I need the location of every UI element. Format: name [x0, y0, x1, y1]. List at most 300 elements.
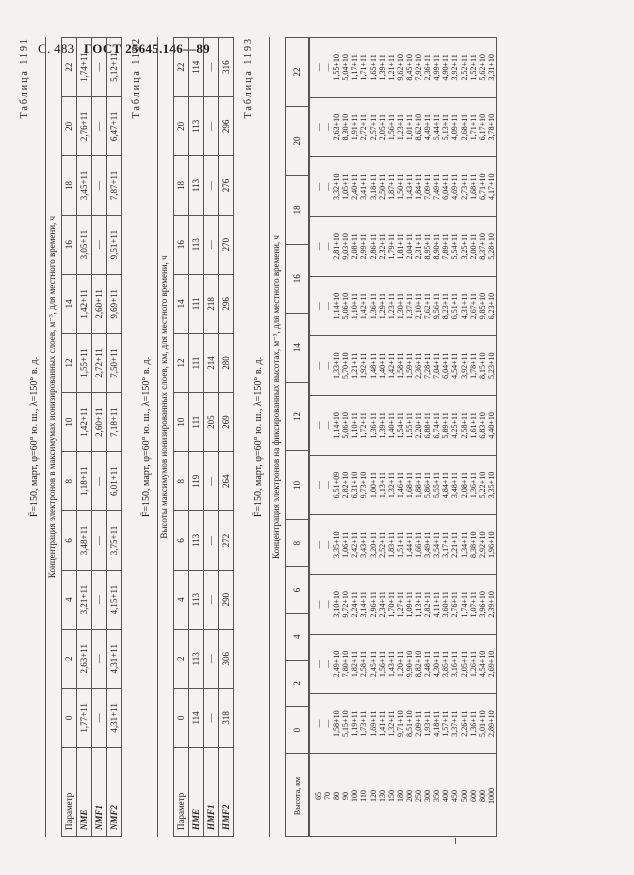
- cell: 1,77+11: [77, 688, 92, 747]
- cell: 113: [189, 629, 204, 688]
- cell: 296: [219, 274, 234, 333]
- cell: 113: [189, 570, 204, 629]
- cell: 2,20+11: [414, 412, 424, 439]
- cell: 114: [189, 688, 204, 747]
- cell: 2,89+10: [486, 710, 496, 737]
- cell: 6,51+11: [450, 292, 460, 320]
- cell: 2,58+11: [359, 650, 369, 678]
- hour-header: 8: [62, 452, 77, 511]
- cell: 1,27+11: [395, 591, 405, 618]
- cell: 1,36+11: [468, 710, 478, 737]
- cell: 3,85+11: [441, 650, 451, 678]
- table-row: [107, 38, 122, 837]
- cell: 9,56+11: [432, 292, 442, 320]
- cell: 2,31+11: [414, 233, 424, 260]
- cell: 1,42+11: [77, 393, 92, 452]
- cell: 1,10+11: [350, 292, 360, 320]
- height-value: 100: [350, 790, 360, 802]
- cell: —: [323, 481, 333, 490]
- cell: 1,87+11: [386, 173, 396, 200]
- cell: —: [204, 97, 219, 156]
- cell: 264: [219, 452, 234, 511]
- cell: 1,96+10: [486, 531, 496, 558]
- cell: 4,31+11: [107, 688, 122, 747]
- cell: 8,15+10: [477, 352, 487, 379]
- cell: 3,41+11: [359, 173, 369, 200]
- cell: 280: [219, 333, 234, 392]
- cell: 270: [219, 215, 234, 274]
- cell: 4,15+11: [107, 570, 122, 629]
- cell: 7,87+11: [107, 156, 122, 215]
- table-1192-caption: Высоты максимумов ионизированных слоев, км, для местного времени, ч: [159, 255, 169, 539]
- cell: 113: [189, 97, 204, 156]
- height-value: 400: [441, 790, 451, 802]
- value-column: [310, 455, 497, 515]
- cell: 318: [219, 688, 234, 747]
- cell: 2,73+11: [459, 173, 469, 200]
- cell: 3,96+10: [477, 591, 487, 618]
- hour-header: 12: [62, 333, 77, 392]
- cell: 2,69+10: [486, 650, 496, 678]
- cell: 5,13+11: [441, 114, 451, 141]
- cell: 1,78+11: [468, 352, 478, 379]
- hour-header: 14: [286, 313, 309, 382]
- hour-header: 0: [174, 688, 189, 747]
- cell: 7,28+11: [423, 352, 433, 379]
- cell: 3,75+11: [107, 511, 122, 570]
- cell: 1,88+11: [414, 471, 424, 499]
- hour-header: 18: [174, 156, 189, 215]
- cell: 276: [219, 156, 234, 215]
- cell: 1,70+11: [386, 591, 396, 618]
- hour-header: 6: [62, 511, 77, 570]
- cell: —: [314, 361, 323, 370]
- height-value: 80: [332, 792, 342, 800]
- table-header-row: [62, 38, 77, 837]
- cell: 5,06+10: [341, 292, 351, 320]
- cell: 1,55+11: [77, 333, 92, 392]
- cell: 8,23+11: [441, 292, 451, 320]
- table-row: [92, 38, 107, 837]
- cell: 6,51+09: [332, 471, 342, 499]
- cell: 2,09+11: [414, 710, 424, 737]
- cell: 1,05+11: [341, 173, 351, 200]
- cell: 2,72+11: [92, 333, 107, 392]
- row-label: NMF2: [107, 748, 122, 837]
- cell: 4,31+11: [107, 629, 122, 688]
- hour-header: 2: [62, 629, 77, 688]
- cell: 5,28+10: [486, 233, 496, 260]
- cell: 218: [204, 274, 219, 333]
- cell: 1,69+11: [368, 710, 378, 737]
- cell: 1,33+10: [332, 352, 342, 379]
- hour-header: 4: [286, 613, 309, 660]
- hour-header: 18: [286, 175, 309, 244]
- value-column: [310, 336, 497, 396]
- tick-mark: [455, 838, 456, 844]
- cell: 6,23+10: [486, 292, 496, 320]
- cell: 2,82+11: [423, 591, 433, 618]
- cell: 1,13+11: [414, 591, 424, 618]
- cell: 3,54+11: [432, 531, 442, 558]
- cell: 4,17+10: [486, 173, 496, 201]
- page-number: С. 483: [38, 41, 75, 56]
- height-value: 110: [359, 790, 369, 802]
- hour-header: 12: [286, 382, 309, 451]
- cell: 4,54+10: [477, 650, 487, 678]
- hour-header: 14: [62, 274, 77, 333]
- cell: 5,23+10: [486, 352, 496, 379]
- cell: 2,99+11: [359, 233, 369, 260]
- cell: 9,51+11: [107, 215, 122, 274]
- param-header: Параметр: [174, 748, 189, 837]
- cell: 1,26+11: [468, 650, 478, 678]
- cell: 5,70+10: [341, 352, 351, 379]
- cell: 7,62+11: [423, 292, 433, 320]
- cell: 1,55+10: [332, 54, 342, 81]
- value-column: [310, 396, 497, 456]
- cell: 4,99+11: [432, 54, 442, 81]
- cell: 8,82+10: [414, 650, 424, 678]
- value-column: [310, 694, 497, 754]
- cell: 1,36+11: [468, 471, 478, 499]
- table-1191-subtitle: F̄=150, март, φ=60° ю. ш., λ=150° в. д.: [29, 356, 40, 518]
- cell: 3,37+11: [450, 710, 460, 737]
- cell: 5,01+10: [477, 710, 487, 737]
- cell: 1,17+11: [350, 54, 360, 81]
- cell: 8,45+10: [404, 54, 414, 81]
- cell: 4,40+10: [486, 412, 496, 439]
- cell: 2,81+10: [332, 233, 342, 260]
- height-value: 200: [404, 790, 414, 802]
- row-label: HMF2: [219, 748, 234, 837]
- cell: 1,58+10: [332, 710, 342, 737]
- table-row: [310, 38, 497, 837]
- cell: 4,30+11: [432, 650, 442, 678]
- cell: 1,42+11: [386, 352, 396, 379]
- cell: 4,18+11: [432, 710, 442, 737]
- cell: —: [92, 97, 107, 156]
- cell: 4,09+11: [450, 114, 460, 141]
- cell: 272: [219, 511, 234, 570]
- cell: 9,72+10: [341, 591, 351, 618]
- cell: 1,30+11: [395, 292, 405, 320]
- cell: 6,01+11: [107, 452, 122, 511]
- cell: —: [204, 570, 219, 629]
- cell: 2,00+11: [468, 233, 478, 260]
- cell: 2,86+11: [368, 233, 378, 260]
- cell: 1,42+11: [359, 292, 369, 320]
- cell: 1,93+11: [423, 710, 433, 737]
- cell: 9,71+10: [395, 710, 405, 737]
- cell: 3,48+11: [77, 511, 92, 570]
- value-column: [310, 97, 497, 157]
- cell: 3,43+11: [359, 531, 369, 558]
- cell: 3,31+10: [486, 54, 496, 81]
- cell: 3,78+10: [486, 113, 496, 141]
- cell: 1,66+11: [414, 531, 424, 558]
- hour-header: 16: [286, 244, 309, 313]
- value-column: [310, 515, 497, 575]
- table-header-row: [174, 38, 189, 837]
- cell: 2,57+11: [368, 114, 378, 141]
- table-1191-caption: Концентрация электронов в максимумах ионизированных слоев, м⁻³, для местного времени, ч: [47, 215, 57, 579]
- cell: 2,26+11: [459, 710, 469, 737]
- hour-header: 10: [174, 393, 189, 452]
- cell: 1,51+11: [395, 531, 405, 558]
- cell: —: [204, 38, 219, 97]
- row-label: NME: [77, 748, 92, 837]
- table-row: [219, 38, 234, 837]
- cell: —: [314, 63, 323, 72]
- cell: 7,04+11: [432, 352, 442, 379]
- value-column: [310, 38, 497, 98]
- table-1193: [285, 37, 309, 837]
- cell: 2,82+10: [341, 471, 351, 499]
- cell: 3,35+10: [332, 531, 342, 558]
- cell: 1,44+11: [404, 531, 414, 558]
- cell: —: [314, 182, 323, 191]
- cell: —: [314, 481, 323, 490]
- table-1193-label: Таблица 1193: [243, 37, 254, 119]
- cell: 7,18+11: [107, 393, 122, 452]
- cell: 296: [219, 97, 234, 156]
- cell: 1,50+11: [395, 173, 405, 200]
- height-value: 450: [450, 790, 460, 802]
- cell: 5,12+11: [107, 38, 122, 97]
- height-value: 250: [414, 790, 424, 802]
- cell: 2,50+11: [377, 173, 387, 200]
- cell: 3,16+11: [450, 650, 460, 678]
- cell: 1,71+11: [359, 54, 369, 81]
- cell: 5,54+11: [450, 233, 460, 260]
- cell: —: [323, 421, 333, 430]
- cell: 2,76+11: [77, 97, 92, 156]
- cell: 2,63+11: [77, 629, 92, 688]
- cell: 2,76+11: [450, 591, 460, 618]
- cell: 1,29+11: [377, 292, 387, 320]
- table-1192-subtitle: F̄=150, март, φ=60° ю. ш., λ=150° в. д.: [141, 356, 152, 518]
- cell: 2,04+11: [404, 233, 414, 260]
- hour-header: 12: [174, 333, 189, 392]
- cell: 119: [189, 452, 204, 511]
- cell: 1,41+11: [377, 710, 387, 737]
- hour-header: 8: [286, 520, 309, 567]
- height-value: 600: [468, 790, 478, 802]
- table-1191: [61, 37, 122, 837]
- table-row: [204, 38, 219, 837]
- cell: 2,36+11: [423, 54, 433, 81]
- hour-header: 0: [62, 688, 77, 747]
- cell: 3,25+11: [459, 233, 469, 260]
- cell: 1,32+11: [386, 471, 396, 499]
- hour-header: 22: [62, 38, 77, 97]
- height-value: 500: [459, 790, 469, 802]
- cell: 6,17+10: [477, 113, 487, 141]
- cell: 1,58+11: [395, 352, 405, 379]
- cell: 3,92+11: [459, 352, 469, 379]
- cell: 9,62+10: [395, 54, 405, 81]
- cell: 1,13+11: [377, 471, 387, 499]
- hour-header: 22: [286, 38, 309, 107]
- cell: 114: [189, 38, 204, 97]
- cell: 1,52+11: [468, 54, 478, 81]
- height-value: 65: [314, 792, 323, 800]
- cell: —: [92, 452, 107, 511]
- cell: 8,62+10: [414, 113, 424, 141]
- cell: 113: [189, 511, 204, 570]
- hour-header: 20: [174, 97, 189, 156]
- cell: —: [323, 242, 333, 251]
- cell: 3,21+11: [77, 570, 92, 629]
- param-header: Параметр: [62, 748, 77, 837]
- cell: 1,55+11: [404, 412, 414, 439]
- hour-header: 2: [174, 629, 189, 688]
- hour-header: 10: [286, 451, 309, 520]
- cell: 2,58+11: [459, 412, 469, 439]
- cell: 1,92+11: [359, 352, 369, 379]
- cell: 6,88+11: [423, 412, 433, 439]
- cell: 1,21+11: [350, 352, 360, 379]
- cell: 2,10+11: [414, 292, 424, 320]
- height-value: 800: [477, 790, 487, 802]
- cell: 2,05+11: [377, 114, 387, 141]
- cell: 6,47+11: [107, 97, 122, 156]
- cell: 1,20+11: [395, 650, 405, 678]
- cell: 1,14+10: [332, 412, 342, 439]
- cell: 1,84+11: [414, 173, 424, 200]
- cell: 5,22+10: [477, 471, 487, 499]
- cell: —: [323, 302, 333, 311]
- cell: 1,40+11: [377, 352, 387, 379]
- cell: 8,38+10: [468, 531, 478, 558]
- rotated-page-body: [17, 37, 617, 837]
- cell: —: [314, 660, 323, 669]
- cell: 6,83+10: [477, 412, 487, 439]
- cell: 4,49+11: [423, 114, 433, 141]
- cell: 1,34+11: [459, 531, 469, 558]
- cell: 7,50+11: [107, 333, 122, 392]
- cell: 2,08+11: [350, 233, 360, 260]
- hour-header: 8: [174, 452, 189, 511]
- cell: 3,35+10: [486, 471, 496, 499]
- cell: 2,32+11: [377, 233, 387, 260]
- cell: 1,57+11: [441, 710, 451, 737]
- cell: 1,00+11: [368, 471, 378, 499]
- hour-header: 16: [174, 215, 189, 274]
- height-header: Высота, км: [286, 754, 309, 837]
- cell: 306: [219, 629, 234, 688]
- cell: 2,63+10: [332, 113, 342, 141]
- cell: 1,56+11: [377, 650, 387, 678]
- cell: 2,21+11: [450, 531, 460, 558]
- cell: 2,39+10: [486, 591, 496, 618]
- cell: 1,06+11: [341, 531, 351, 558]
- cell: —: [314, 123, 323, 132]
- cell: 9,03+10: [341, 233, 351, 260]
- cell: 3,48+11: [450, 471, 460, 499]
- height-value: 120: [368, 790, 378, 802]
- cell: 6,04+11: [441, 352, 451, 379]
- cell: 1,48+11: [368, 352, 378, 379]
- cell: 1,68+11: [404, 471, 414, 499]
- hour-header: 14: [174, 274, 189, 333]
- table-1193-caption: Концентрация электронов на фиксированных высотах, м⁻³, для местного времени, ч: [271, 235, 281, 559]
- cell: 3,17+11: [441, 531, 451, 558]
- hour-header: 20: [286, 106, 309, 175]
- cell: 1,91+11: [350, 114, 360, 141]
- cell: —: [323, 182, 333, 191]
- cell: 1,83+11: [386, 531, 396, 558]
- cell: 5,06+10: [341, 412, 351, 439]
- value-column: [310, 575, 497, 635]
- cell: 2,40+11: [350, 173, 360, 200]
- cell: —: [92, 688, 107, 747]
- height-value: 130: [377, 790, 387, 802]
- cell: 1,72+11: [359, 412, 369, 439]
- cell: 5,86+11: [423, 471, 433, 499]
- cell: 9,73+10: [359, 471, 369, 499]
- table-1191-label: Таблица 1191: [19, 37, 30, 119]
- table-1192: [173, 37, 234, 837]
- cell: 1,36+11: [368, 412, 378, 439]
- cell: 1,14+10: [332, 292, 342, 320]
- cell: 6,04+11: [441, 173, 451, 200]
- cell: —: [314, 600, 323, 609]
- cell: 290: [219, 570, 234, 629]
- cell: 1,23+11: [395, 114, 405, 141]
- table-1193-subtitle: F̄=150, март, φ=60° ю. ш., λ=150° в. д.: [253, 356, 264, 518]
- cell: 5,44+11: [432, 114, 442, 141]
- cell: —: [92, 156, 107, 215]
- cell: 7,49+11: [432, 173, 442, 200]
- cell: 6,74+11: [432, 412, 442, 439]
- height-value: 90: [341, 792, 351, 800]
- cell: 6,71+10: [477, 173, 487, 201]
- cell: 111: [189, 333, 204, 392]
- cell: —: [92, 38, 107, 97]
- cell: 3,20+11: [368, 531, 378, 558]
- cell: 1,59+11: [404, 352, 414, 379]
- row-label: NMF1: [92, 748, 107, 837]
- cell: —: [204, 688, 219, 747]
- cell: —: [92, 215, 107, 274]
- divider: [269, 37, 270, 837]
- row-label: HME: [189, 748, 204, 837]
- cell: 113: [189, 215, 204, 274]
- cell: 1,39+11: [377, 54, 387, 81]
- cell: 2,34+11: [377, 591, 387, 618]
- cell: 1,56+11: [386, 114, 396, 141]
- cell: 2,08+11: [459, 471, 469, 499]
- cell: 2,52+11: [459, 54, 469, 81]
- cell: 5,15+10: [341, 710, 351, 737]
- table-header-row: [286, 38, 309, 837]
- cell: 269: [219, 393, 234, 452]
- cell: 9,69+11: [107, 274, 122, 333]
- cell: 1,46+11: [395, 471, 405, 499]
- cell: 2,68+11: [459, 114, 469, 141]
- cell: —: [92, 570, 107, 629]
- cell: 2,05+11: [459, 650, 469, 678]
- cell: 3,32+10: [332, 173, 342, 201]
- hour-header: 22: [174, 38, 189, 97]
- height-value: 1000: [486, 788, 496, 804]
- table-row: [189, 38, 204, 837]
- cell: 2,36+11: [414, 352, 424, 379]
- cell: 214: [204, 333, 219, 392]
- cell: 5,89+11: [441, 412, 451, 439]
